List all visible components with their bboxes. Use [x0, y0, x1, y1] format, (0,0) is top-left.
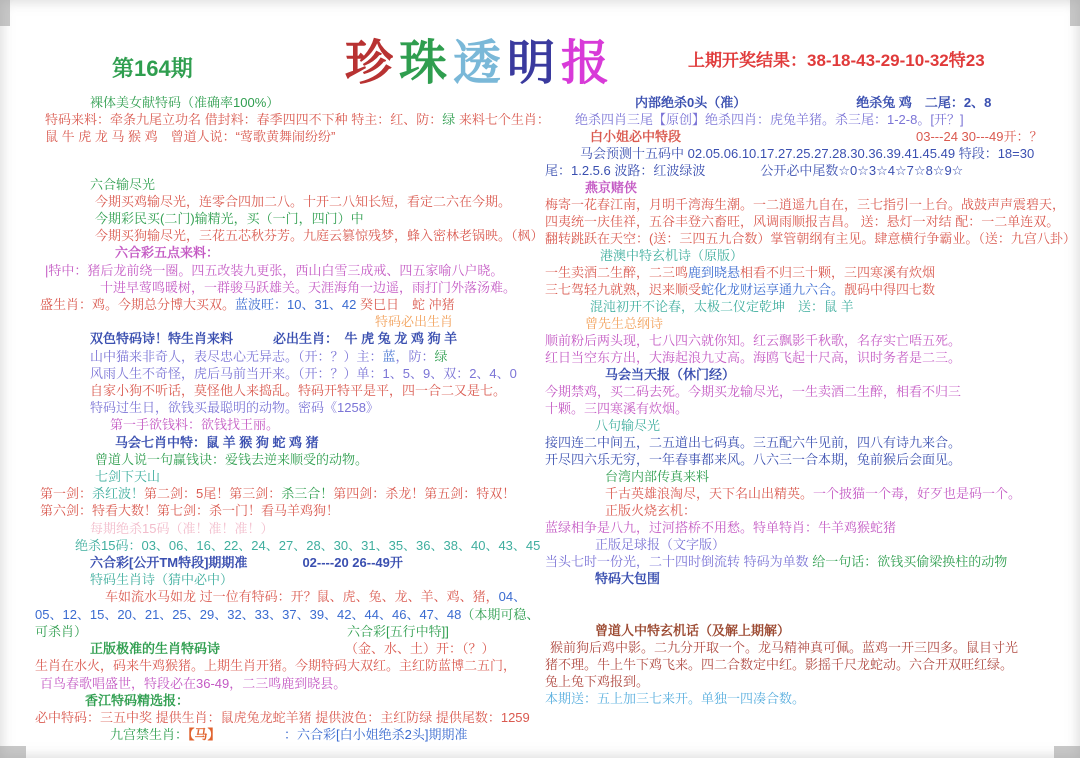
text-segment: 特码开特平是平，四一合二又是七。	[298, 383, 507, 399]
text-line	[545, 502, 1073, 519]
text-line	[545, 400, 1073, 417]
text-segment: 百鸟春歌唱盛世，特段必在36-49，二三鸣鹿到晓县。	[40, 675, 347, 691]
scan-artifact	[1054, 746, 1080, 758]
text-line	[35, 537, 550, 554]
text-segment: 盛生肖：鸡。今期总分博大买双。	[40, 297, 236, 313]
text-segment: 正版足球报（文字版）	[595, 537, 726, 552]
text-segment: 内部绝杀0头（准）	[635, 95, 747, 110]
text-line	[35, 726, 550, 743]
text-segment: 绝杀15码：03、06、16、22、24、27、28、30、31、35、36、38、40、43、45	[75, 537, 541, 553]
text-segment: 特码过生日，欲钱买最聪明的动物。密码《1258》	[90, 400, 379, 416]
text-line	[545, 128, 1073, 145]
text-segment: 本期送：五上加三七来开。单独一四凑合数。	[545, 691, 806, 706]
scan-artifact	[1070, 0, 1080, 26]
text-line	[35, 606, 550, 623]
text-segment: 第一手欲钱料：欲钱找王丽。	[110, 417, 280, 433]
text-line	[35, 94, 550, 111]
text-segment: 绝杀四肖三尾【原创】绝杀四肖：虎兔羊猪。杀三尾：1-2-8。[开？]	[575, 112, 964, 127]
left-column	[35, 94, 550, 743]
text-segment: 02----20 26--49开	[302, 555, 403, 571]
text-line	[545, 264, 1073, 281]
text-line	[35, 176, 550, 193]
text-segment: 马会七肖中特：鼠 羊 猴 狗 蛇 鸡 猪	[115, 434, 319, 450]
text-segment: 六合彩[公开TM特段]期期准	[90, 555, 248, 571]
text-segment: 今期买狗输尽光，三花五芯秋芬芳。九庭云篡惊残梦，蜂入密林老锅映。（枫）	[95, 228, 544, 244]
text-line	[545, 690, 1073, 707]
text-line	[545, 383, 1073, 400]
text-segment: （金、水、土）开：（？）	[345, 641, 495, 657]
text-segment: 接四连二中间五，二五道出七码真。三五配六牛见前，四八有诗九来合。	[545, 435, 962, 450]
text-segment: 裸体美女献特码（准确率100%）	[90, 95, 280, 110]
text-segment: 六合彩[五行中特]]	[347, 623, 449, 639]
text-segment: 绿	[442, 112, 456, 128]
text-line	[545, 673, 1073, 690]
text-line	[35, 244, 550, 261]
text-segment: 蓝波旺：10、31、42	[235, 297, 361, 313]
issue-number: 第164期	[112, 56, 193, 81]
text-segment: 尾：1.2.5.6 波路：红波绿波	[545, 163, 706, 178]
text-segment: 猴前狗后鸡中影。二九分开取一个。龙马精神真可佩。蓝鸡一开三四多。鼠目寸光	[550, 640, 1019, 655]
paper-title-chars	[345, 24, 615, 93]
scan-artifact	[0, 0, 10, 26]
text-segment: 蛇化龙财运享通九六合。	[701, 282, 845, 297]
text-line	[545, 94, 1073, 111]
text-segment: 混沌初开不论春，太极二仪定乾坤 送：鼠 羊	[590, 299, 854, 314]
text-segment: 杀三合！	[281, 486, 334, 502]
text-segment: 绝杀兔 鸡 二尾：2、8	[856, 95, 992, 110]
text-segment: 曾先生总纲诗	[585, 316, 664, 331]
text-segment: 04、	[498, 589, 527, 605]
text-segment: 鹿到晓悬	[688, 265, 741, 280]
text-segment: 六合输尽光	[90, 176, 156, 192]
last-draw-result: 上期开奖结果：38-18-43-29-10-32特23	[688, 51, 985, 70]
title-char: 珍	[344, 35, 399, 91]
text-segment: 特码必出生肖	[375, 314, 454, 330]
text-segment: 曾道人说一句赢钱诀：爱钱去逆来顺受的动物。	[95, 451, 369, 467]
text-segment: 公开必中尾数☆0☆3☆4☆7☆8☆9☆	[760, 163, 964, 178]
text-segment: 第二剑：5尾！第三剑：	[144, 486, 282, 502]
text-line	[545, 281, 1073, 298]
text-segment: 当头七时一份光，二十四时倒流转 特码为单数	[545, 554, 813, 569]
text-segment: 今期买鸡输尽光，连零合四加二八。十开二八知长短，看定二六在今期。	[95, 193, 512, 209]
text-line	[545, 332, 1073, 349]
text-segment: 马会预测十五码中 02.05.06.10.17.27.25.27.28.30.36.39.41.45.49 特段：18=30	[580, 146, 1035, 161]
text-segment: 【马】	[188, 727, 215, 743]
text-line	[35, 502, 550, 519]
text-segment: 每期绝杀15码（准！准！准！）	[90, 520, 274, 536]
text-segment: 千古英雄浪淘尽，天下名山出精英。	[605, 486, 814, 501]
text-segment: 猪不理。牛上牛下鸡飞来。四二合数定中红。影摇千尺龙蛇动。六合开双旺红绿。	[545, 657, 1014, 672]
text-line	[545, 485, 1073, 502]
text-line	[545, 366, 1073, 383]
text-segment: 双色特码诗！特生肖来料	[90, 331, 234, 347]
text-line	[545, 162, 1073, 179]
text-segment: 自家小狗不听话，莫怪他人来捣乱。	[90, 383, 299, 399]
title-char: 透	[452, 35, 507, 91]
text-segment: 蓝	[382, 348, 396, 364]
text-segment: 马会当天报（休门经）	[605, 367, 736, 382]
text-segment: 绿	[434, 348, 448, 364]
text-segment: 特码来料：牵条九尾立功名 借封料：春季四四不下种 特主：红、防：	[45, 112, 443, 128]
text-segment: 第四剑：杀龙！第五剑：特双！	[333, 486, 516, 502]
text-line	[545, 315, 1073, 332]
text-line	[35, 279, 550, 296]
text-line	[545, 417, 1073, 434]
text-segment: 九宫禁生肖：	[110, 727, 189, 743]
text-line	[35, 313, 550, 330]
text-segment: 正版火烧玄机：	[605, 503, 697, 518]
text-segment: 必出生肖： 牛 虎 兔 龙 鸡 狗 羊	[273, 331, 458, 347]
text-segment: 车如流水马如龙 过一位有特码：开？鼠、虎、兔、龙、羊、鸡、猪，	[105, 589, 499, 605]
text-line	[545, 179, 1073, 196]
text-line	[35, 416, 550, 433]
scan-artifact	[0, 746, 26, 758]
text-segment: 曾道人中特玄机话（及解上期解）	[595, 623, 791, 638]
text-segment: 可杀肖）	[35, 623, 88, 639]
text-line	[35, 193, 550, 210]
text-segment: 猪后龙前绕一圈。四五改装九更张，西山白雪三成戒、四五家喻八户晓。	[87, 262, 504, 278]
text-segment: 今期禁鸡，买二码去死。今期买龙输尽光，一生卖酒二生醉，相看不归三	[545, 384, 962, 399]
text-line	[545, 196, 1073, 213]
text-line	[35, 588, 550, 605]
text-line	[545, 145, 1073, 162]
text-segment: 六合彩五点来料：	[115, 245, 220, 261]
text-line	[545, 434, 1073, 451]
text-segment: 第六剑：特看大数！第七剑：杀一门！看马羊鸡狗！	[40, 503, 340, 519]
text-segment: 鼠 牛 虎 龙 马 猴 鸡 曾道人说：“莺歌黄舞闹纷纷”	[45, 129, 336, 145]
text-segment: 山中猫来非奇人，表尽忠心无异志。（开：？）主：	[90, 348, 383, 364]
text-segment: 靓码中得四七数	[844, 282, 936, 297]
text-line	[35, 451, 550, 468]
right-column	[545, 94, 1076, 707]
text-segment: 必中特码：三五中奖 提供生肖：鼠虎兔龙蛇羊猪 提供波色：主红防绿 提供尾数：1259	[35, 709, 530, 725]
text-segment: |特中：	[45, 262, 88, 278]
text-segment: 台湾内部传真来料	[605, 469, 710, 484]
text-segment: ：六合彩[白小姐绝杀2头]期期准	[284, 727, 468, 743]
text-segment: 翻转跳跃在天空：(送：三四五九合数）掌管朝纲有主见。肆意横行争霸业。（送：九宫八卦）	[545, 231, 1076, 246]
text-segment: 03---24 30---49开：？	[916, 129, 1043, 144]
text-line	[35, 111, 550, 128]
text-line	[35, 210, 550, 227]
text-line	[35, 657, 550, 674]
text-line	[35, 227, 550, 244]
text-segment: 正版极准的生肖特码诗	[90, 641, 221, 657]
text-line	[35, 262, 550, 279]
text-segment: 一个披猫一个毒，好歹也是码一个。	[813, 486, 1022, 501]
text-segment: 风雨人生不奇怪，虎后马前当开来。（开：？）单：1、5、9、双：2、4、0	[90, 365, 517, 381]
text-line	[35, 554, 550, 571]
text-segment: 十进早莺鸣暖树，一群骏马跃雄关。天涯海角一边遥，雨打门外落汤难。	[100, 279, 517, 295]
text-line	[35, 709, 550, 726]
text-segment: ，防：	[395, 348, 435, 364]
text-line	[35, 640, 550, 657]
text-segment: 红日当空东方出，大海起浪九丈高。海鸥飞起十尺高，识时务者是二三。	[545, 350, 962, 365]
text-line	[35, 348, 550, 365]
text-line	[545, 230, 1076, 247]
text-line	[545, 468, 1073, 485]
text-line	[35, 571, 550, 588]
title-char: 珠	[398, 35, 453, 91]
text-line	[545, 349, 1073, 366]
text-segment: 生肖在水火，码来牛鸡猴猪。上期生肖开猪。今期特码大双红。主红防蓝博二五门，	[35, 658, 517, 674]
text-segment: 顺前粉后两头现，七八四六就你知。红云飘影千秋歌，名存实亡唔五死。	[545, 333, 962, 348]
text-segment: 十颗。三四寒溪有炊烟。	[545, 401, 689, 416]
text-segment: 一生卖酒二生醉，二三鸣	[545, 265, 689, 280]
text-line	[545, 519, 1073, 536]
text-line	[35, 692, 550, 709]
text-segment: 癸巳日 蛇 冲猪	[360, 297, 455, 313]
text-line	[545, 570, 1073, 587]
text-line	[545, 622, 1073, 639]
text-line	[35, 296, 550, 313]
text-segment: 第一剑：	[40, 486, 93, 502]
text-segment: 相看不归三十颗，三四寒溪有炊烟	[740, 265, 936, 280]
text-line	[35, 675, 550, 692]
text-line	[35, 520, 550, 537]
text-line	[545, 213, 1073, 230]
text-line	[545, 111, 1073, 128]
text-line	[35, 330, 550, 347]
text-segment: 四夷统一庆佳祥，五谷丰登六畜旺，风调雨顺报吉昌。 送：悬灯一对结 配：一二单连双。	[545, 214, 1060, 229]
text-segment: 八句输尽光	[595, 418, 661, 433]
text-segment: 特码大包围	[595, 571, 661, 586]
text-segment: 白小姐必中特段	[590, 129, 682, 144]
text-line	[545, 298, 1073, 315]
title-char: 报	[561, 35, 616, 91]
title-char: 明	[507, 35, 562, 91]
text-segment: 05、12、15、20、21、25、29、32、33、37、39、42、44、46、47、48	[35, 606, 462, 622]
text-line	[35, 434, 550, 451]
text-line	[545, 553, 1073, 570]
text-line	[545, 656, 1073, 673]
text-segment: 特码生肖诗（猜中必中）	[90, 572, 234, 588]
text-segment: 开尽四六乐无穷，一年春事都来风。八六三一合本期，兔前猴后会面见。	[545, 452, 962, 467]
text-segment: 兔上兔下鸡报到。	[545, 674, 650, 689]
text-line	[35, 382, 550, 399]
text-segment: 港澳中特玄机诗（原版）	[600, 248, 744, 263]
text-segment: （本期可稳、	[461, 606, 540, 622]
text-line	[545, 536, 1073, 553]
text-segment: 来料七个生肖：	[455, 112, 550, 128]
text-segment: 燕京赌侠	[585, 180, 638, 195]
text-line	[35, 623, 550, 640]
text-line	[545, 639, 1073, 656]
text-line	[35, 485, 550, 502]
text-line	[35, 468, 550, 485]
text-segment: 给一句话：欲钱买偷梁换柱的动物	[812, 554, 1008, 569]
text-line	[35, 128, 550, 145]
text-segment: 杀红波！	[92, 486, 145, 502]
text-segment: 梅寄一花春江南，月明千湾海生潮。一二逍遥九自在，三七指引一上台。战鼓声声震碧天，	[545, 197, 1066, 212]
text-segment: 今期彩民买(二门)输精光，买（一门，四门）中	[95, 211, 364, 227]
text-line	[545, 247, 1073, 264]
text-segment: 蓝绿相争是八九，过河搭桥不用愁。特单特肖：牛羊鸡猴蛇猪	[545, 520, 897, 535]
text-line	[35, 365, 550, 382]
text-line	[545, 451, 1073, 468]
text-segment: 七剑下天山	[95, 469, 161, 485]
text-line	[35, 399, 550, 416]
text-segment: 香江特码精选报：	[85, 692, 190, 708]
text-segment: 三七驾轻九就熟，迟来顺受	[545, 282, 702, 297]
